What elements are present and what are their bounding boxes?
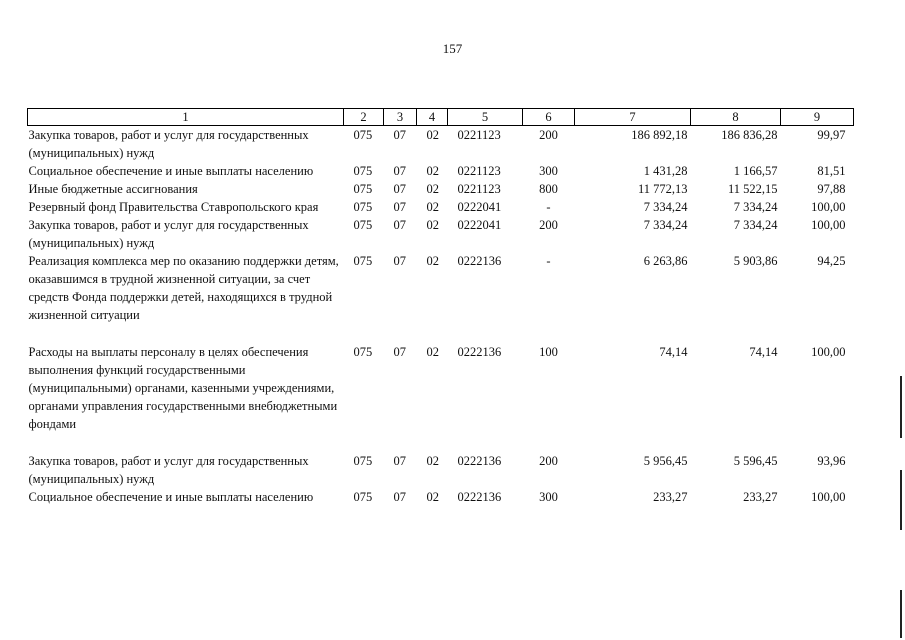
row-ministry-code: 075 [353, 164, 373, 178]
row-section: 07 [393, 164, 406, 178]
row-section: 07 [393, 454, 406, 468]
row-expense-type: 200 [539, 454, 558, 468]
row-plan-amount: 74,14 [659, 345, 688, 359]
table-row [28, 488, 854, 506]
table-header [28, 109, 854, 126]
row-spacer [28, 324, 854, 343]
row-expense-type: 300 [539, 490, 558, 504]
row-percent: 100,00 [811, 490, 846, 504]
row-expense-type: 200 [539, 218, 558, 232]
row-name: Реализация комплекса мер по оказанию поддержки детям, оказавшимся в трудной жизненной ситуации, за счет средств Фонда поддержки детей, находящихся в трудной жизненной ситуации [28, 254, 339, 322]
row-executed-amount: 1 166,57 [733, 164, 778, 178]
row-ministry-code: 075 [353, 218, 373, 232]
row-percent: 100,00 [811, 345, 846, 359]
row-expense-type: 800 [539, 182, 558, 196]
header-col-2: 2 [344, 109, 384, 126]
row-ministry-code: 075 [353, 454, 373, 468]
row-spacer [28, 433, 854, 452]
row-percent: 81,51 [817, 164, 846, 178]
table-row [28, 198, 854, 216]
row-executed-amount: 7 334,24 [733, 200, 778, 214]
row-ministry-code: 075 [353, 128, 373, 142]
row-name: Резервный фонд Правительства Ставропольского края [28, 200, 319, 214]
row-plan-amount: 7 334,24 [643, 200, 688, 214]
row-ministry-code: 075 [353, 345, 373, 359]
table-row [28, 216, 854, 252]
row-subsection: 02 [426, 200, 439, 214]
row-subsection: 02 [426, 454, 439, 468]
header-col-7: 7 [575, 109, 691, 126]
row-target-article: 0222041 [457, 200, 502, 214]
row-name: Закупка товаров, работ и услуг для государственных (муниципальных) нужд [28, 454, 309, 486]
scan-edge-mark [900, 376, 902, 438]
header-col-3: 3 [384, 109, 417, 126]
row-plan-amount: 5 956,45 [643, 454, 688, 468]
scan-edge-mark [900, 590, 902, 638]
row-percent: 100,00 [811, 218, 846, 232]
row-target-article: 0221123 [457, 128, 501, 142]
row-target-article: 0222136 [457, 454, 502, 468]
row-plan-amount: 6 263,86 [643, 254, 688, 268]
row-name: Закупка товаров, работ и услуг для государственных (муниципальных) нужд [28, 218, 309, 250]
row-executed-amount: 233,27 [743, 490, 778, 504]
row-percent: 97,88 [817, 182, 846, 196]
row-executed-amount: 74,14 [749, 345, 778, 359]
row-subsection: 02 [426, 182, 439, 196]
row-plan-amount: 1 431,28 [643, 164, 688, 178]
row-section: 07 [393, 128, 406, 142]
row-name: Расходы на выплаты персоналу в целях обеспечения выполнения функций государственными (муниципальными) органами, казенными учреждениями, органами управления государственными внебюджетными фондами [28, 345, 338, 431]
row-target-article: 0222041 [457, 218, 502, 232]
table-row [28, 180, 854, 198]
row-subsection: 02 [426, 164, 439, 178]
row-percent: 93,96 [817, 454, 846, 468]
table-row [28, 126, 854, 163]
header-col-6: 6 [523, 109, 575, 126]
header-col-5: 5 [448, 109, 523, 126]
row-target-article: 0221123 [457, 182, 501, 196]
table-row [28, 252, 854, 324]
row-expense-type: 300 [539, 164, 558, 178]
row-name: Закупка товаров, работ и услуг для государственных (муниципальных) нужд [28, 128, 309, 160]
scan-edge-mark [900, 470, 902, 530]
row-executed-amount: 7 334,24 [733, 218, 778, 232]
header-col-1: 1 [28, 109, 344, 126]
row-ministry-code: 075 [353, 254, 373, 268]
table-row [28, 452, 854, 488]
row-section: 07 [393, 490, 406, 504]
row-percent: 94,25 [817, 254, 846, 268]
row-subsection: 02 [426, 218, 439, 232]
row-percent: 99,97 [817, 128, 846, 142]
row-percent: 100,00 [811, 200, 846, 214]
row-subsection: 02 [426, 345, 439, 359]
row-name: Социальное обеспечение и иные выплаты населению [28, 164, 314, 178]
table-row [28, 162, 854, 180]
row-plan-amount: 11 772,13 [637, 182, 688, 196]
row-subsection: 02 [426, 128, 439, 142]
header-col-4: 4 [417, 109, 448, 126]
row-target-article: 0222136 [457, 345, 502, 359]
row-section: 07 [393, 254, 406, 268]
row-executed-amount: 11 522,15 [727, 182, 778, 196]
row-section: 07 [393, 182, 406, 196]
row-expense-type: - [546, 254, 551, 268]
header-col-8: 8 [691, 109, 781, 126]
row-name: Социальное обеспечение и иные выплаты населению [28, 490, 314, 504]
table-row [28, 343, 854, 433]
row-expense-type: - [546, 200, 551, 214]
row-subsection: 02 [426, 254, 439, 268]
row-executed-amount: 5 903,86 [733, 254, 778, 268]
row-subsection: 02 [426, 490, 439, 504]
row-expense-type: 100 [539, 345, 558, 359]
row-ministry-code: 075 [353, 490, 373, 504]
row-section: 07 [393, 218, 406, 232]
row-executed-amount: 186 836,28 [721, 128, 778, 142]
header-col-9: 9 [781, 109, 854, 126]
row-executed-amount: 5 596,45 [733, 454, 778, 468]
row-plan-amount: 233,27 [653, 490, 688, 504]
budget-table [27, 108, 854, 506]
row-plan-amount: 7 334,24 [643, 218, 688, 232]
row-section: 07 [393, 345, 406, 359]
row-target-article: 0222136 [457, 490, 502, 504]
row-plan-amount: 186 892,18 [631, 128, 688, 142]
page-number: 157 [442, 41, 463, 56]
row-section: 07 [393, 200, 406, 214]
row-ministry-code: 075 [353, 182, 373, 196]
row-ministry-code: 075 [353, 200, 373, 214]
row-expense-type: 200 [539, 128, 558, 142]
row-target-article: 0221123 [457, 164, 501, 178]
row-name: Иные бюджетные ассигнования [28, 182, 198, 196]
row-target-article: 0222136 [457, 254, 502, 268]
